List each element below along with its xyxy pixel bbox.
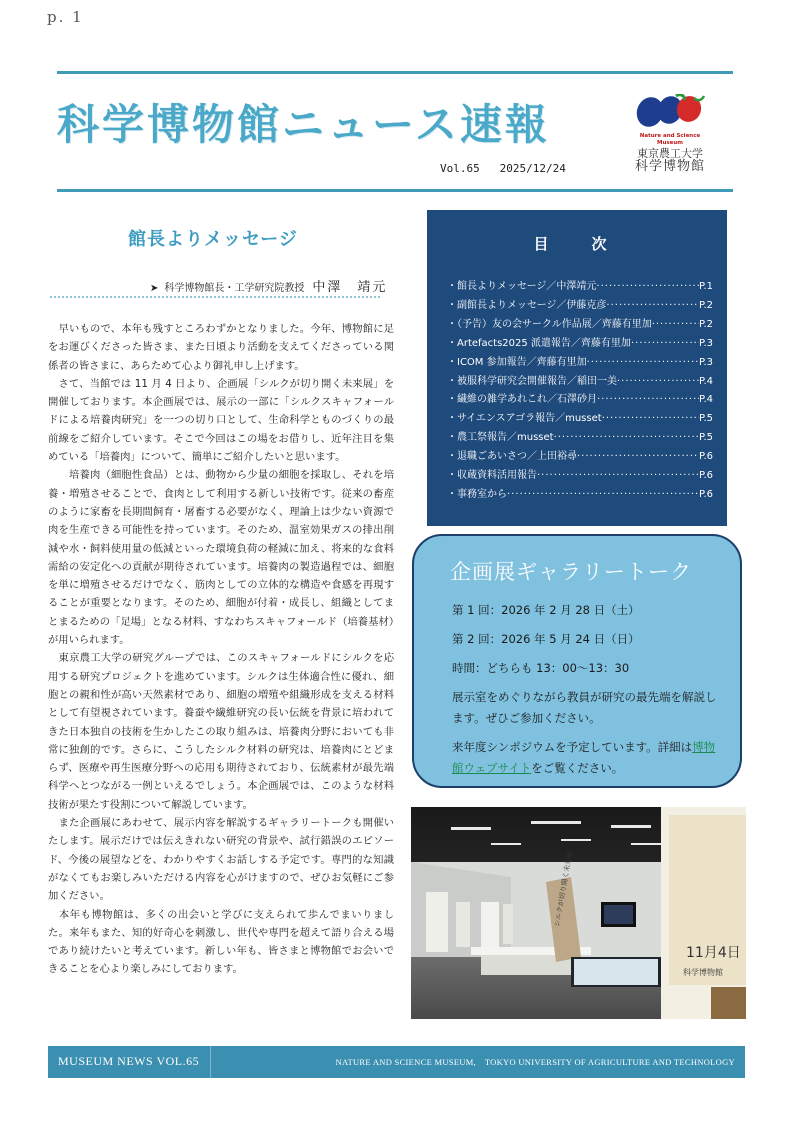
header-top-rule	[57, 71, 733, 74]
header-bottom-rule	[57, 189, 733, 192]
author-role: 科学博物館長・工学研究院教授	[164, 283, 305, 294]
message-paragraph: 早いもので、本年も残すところわずかとなりました。今年、博物館に足をお運びくださった皆さま、また日頃より活動を支えてくださっている関係者の皆さまに、あらためて心より御礼申し上げます。	[48, 323, 394, 372]
gallery-talk-title: 企画展ギャラリートーク	[450, 560, 692, 584]
toc-item-page: P.1	[698, 281, 713, 292]
toc-item-page: P.3	[698, 356, 713, 368]
gallery-talk-time: 時間：どちらも 13：00～13：30	[452, 661, 630, 675]
gallery-talk-box	[412, 534, 742, 788]
toc-leader	[597, 391, 699, 410]
toc-item-page: P.4	[698, 394, 713, 406]
newsletter-title: 科学博物館ニュース速報	[57, 100, 550, 149]
toc-item-page: P.6	[698, 451, 713, 463]
toc-item-text: ・ICOM 参加報告／齊藤有里加	[447, 356, 587, 368]
toc-leader	[617, 373, 699, 392]
message-paragraph: 培養肉（細胞性食品）とは、動物から少量の細胞を採取し、それを培養・増殖させることで、食肉として利用する新しい技術です。従来の畜産のように家畜を長期間飼育・屠畜する必要がなく、理論上は少ない資源で肉を生産できる可能性を持っています。そのため、温室効果ガスの排出削減や水・飼料使用量の低減といった環境負荷の軽減に加え、将来的な食料需給の安定化への貢献が期待されています。培養肉の製造過程では、細胞を単に増殖させるだけでなく、筋肉としての立体的な構造や食感を再現することが重要となります。そのため、細胞が付着・成長し、組織としてまとまるための「足場」となる材料、すなわちスキャフォールド（培養基材）が用いられます。	[48, 469, 394, 647]
toc-item[interactable]	[447, 373, 713, 392]
toc-item-text: ・Artefacts2025 派遣報告／齊藤有里加	[447, 337, 631, 349]
toc-leader	[606, 297, 699, 316]
message-body	[48, 320, 394, 979]
toc-leader	[577, 448, 699, 467]
toc-item-text: ・収蔵資料活用報告	[447, 470, 537, 482]
photo-poster-date: 11月4日	[686, 945, 741, 961]
toc-leader	[652, 316, 699, 335]
toc-title: 目 次	[533, 235, 621, 253]
symposium-note	[452, 737, 724, 779]
message-paragraph: 本年も博物館は、多くの出会いと学びに支えられて歩んでまいりました。来年もまた、知的好奇心を刺激し、世代や専門を超えて語り合える場であり続けたいと考えています。新しい年も、皆さまと博物館でお会いできることを心より楽しみにしております。	[48, 908, 394, 976]
toc-item-text: ・事務室から	[447, 488, 507, 500]
photo-banner-text: シルクが切り開く未来展	[553, 850, 575, 928]
toc-item[interactable]	[447, 391, 713, 410]
issue-info: Vol.65 2025/12/24	[440, 162, 566, 175]
toc-item-page: P.6	[698, 488, 713, 500]
toc-item[interactable]	[447, 297, 713, 316]
table-of-contents	[427, 210, 727, 526]
author-name: 中澤 靖元	[312, 280, 388, 295]
toc-item[interactable]	[447, 486, 713, 505]
toc-leader	[602, 410, 699, 429]
toc-item-page: P.6	[698, 470, 713, 482]
toc-item[interactable]	[447, 410, 713, 429]
exhibition-photo	[411, 807, 746, 1019]
toc-item[interactable]	[447, 335, 713, 354]
toc-item-text: ・副館長よりメッセージ／伊藤克彦	[447, 299, 607, 311]
photo-poster-sub: 科学博物館	[683, 968, 723, 977]
gallery-talk-session-1: 第 1 回：2026 年 2 月 28 日（土）	[452, 603, 640, 617]
arrow-icon: ➤	[150, 283, 159, 294]
footer-divider	[210, 1046, 211, 1078]
toc-item-page: P.2	[698, 318, 713, 330]
toc-item-page: P.4	[698, 375, 713, 387]
toc-item-text: ・サイエンスアゴラ報告／musset	[447, 413, 602, 425]
logo-english-text: Nature and Science Museum	[639, 133, 701, 146]
gallery-talk-description: 展示室をめぐりながら教員が研究の最先端を解説します。ぜひご参加ください。	[452, 690, 717, 725]
message-heading: 館長よりメッセージ	[128, 229, 298, 250]
message-author	[150, 276, 388, 295]
footer-bar	[48, 1046, 745, 1078]
dotted-divider	[50, 296, 380, 298]
toc-list	[447, 278, 713, 505]
symposium-text: 来年度シンポジウムを予定しています。詳細は	[452, 740, 693, 754]
gallery-talk-session-2: 第 2 回：2026 年 5 月 24 日（日）	[452, 632, 640, 646]
toc-item-page: P.2	[698, 299, 713, 311]
footer-publisher: NATURE AND SCIENCE MUSEUM, TOKYO UNIVERSITY OF AGRICULTURE AND TECHNOLOGY	[335, 1057, 735, 1067]
toc-item-text: ・（予告）友の会サークル作品展／齊藤有里加	[447, 318, 652, 330]
toc-leader	[554, 429, 699, 448]
logo-university-name: 東京農工大学	[637, 147, 703, 160]
message-paragraph: さて、当館では 11 月 4 日より、企画展「シルクが切り開く未来展」を開催しております。本企画展では、展示の一部に「シルクスキャフォールドによる培養肉研究」を一つの切り口として、生命科学とものづくりの最前線をご紹介しています。そこで今回はこの場をお借りし、近年注目を集めている「培養肉」について、簡単にご紹介したいと思います。	[48, 377, 394, 464]
toc-item[interactable]	[447, 278, 713, 297]
toc-item[interactable]	[447, 448, 713, 467]
toc-leader	[631, 335, 699, 354]
toc-item-text: ・館長よりメッセージ／中澤靖元	[447, 281, 597, 292]
toc-item[interactable]	[447, 354, 713, 373]
toc-item[interactable]	[447, 467, 713, 486]
toc-leader	[507, 486, 699, 505]
message-paragraph: また企画展にあわせて、展示内容を解説するギャラリートークも開催いたします。展示だけでは伝えきれない研究の背景や、試行錯誤のエピソード、今後の展望などを、わかりやすくお話しする予定です。専門的な知識がなくてもお楽しみいただける内容を心がけますので、ぜひお気軽にご参加ください。	[48, 817, 394, 903]
museum-website-link[interactable]: 博物館ウェブサイト	[452, 740, 716, 775]
toc-item-text: ・繊維の雑学あれこれ／石澤砂月	[447, 394, 597, 406]
toc-leader	[596, 278, 699, 297]
toc-item-text: ・被服科学研究会開催報告／稲田一美	[447, 375, 617, 387]
toc-item-page: P.5	[698, 413, 713, 425]
page-number: p. 1	[47, 8, 84, 26]
toc-item[interactable]	[447, 429, 713, 448]
museum-logo	[634, 94, 706, 130]
gallery-talk-body	[452, 600, 724, 787]
toc-leader	[587, 354, 699, 373]
toc-item-text: ・農工祭報告／musset	[447, 432, 554, 444]
toc-item-page: P.5	[698, 432, 713, 444]
toc-leader	[537, 467, 699, 486]
toc-item-page: P.3	[698, 337, 713, 349]
footer-issue: MUSEUM NEWS VOL.65	[58, 1054, 200, 1068]
toc-item[interactable]	[447, 316, 713, 335]
symposium-text-end: をご覧ください。	[531, 761, 624, 775]
logo-museum-name: 科学博物館	[634, 159, 705, 174]
toc-item-text: ・退職ごあいさつ／上田裕尋	[447, 451, 577, 463]
message-paragraph: 東京農工大学の研究グループでは、このスキャフォールドにシルクを応用する研究プロジェクトを進めています。シルクは生体適合性に優れ、細胞との親和性が高い天然素材であり、細胞の増殖や組織形成を支える材料として有望視されています。養蚕や繊維研究の長い伝統を背景に培われてきた日本独自の技術を生かしたこの取り組みは、培養肉分野においても非常に独創的です。さらに、こうしたシルク材料の研究は、培養肉にとどまらず、医療や再生医療分野への応用も期待されており、伝統素材が最先端科学へとつながる一例といえるでしょう。本企画展では、このような材料技術が果たす役割について解説しています。	[48, 652, 394, 811]
